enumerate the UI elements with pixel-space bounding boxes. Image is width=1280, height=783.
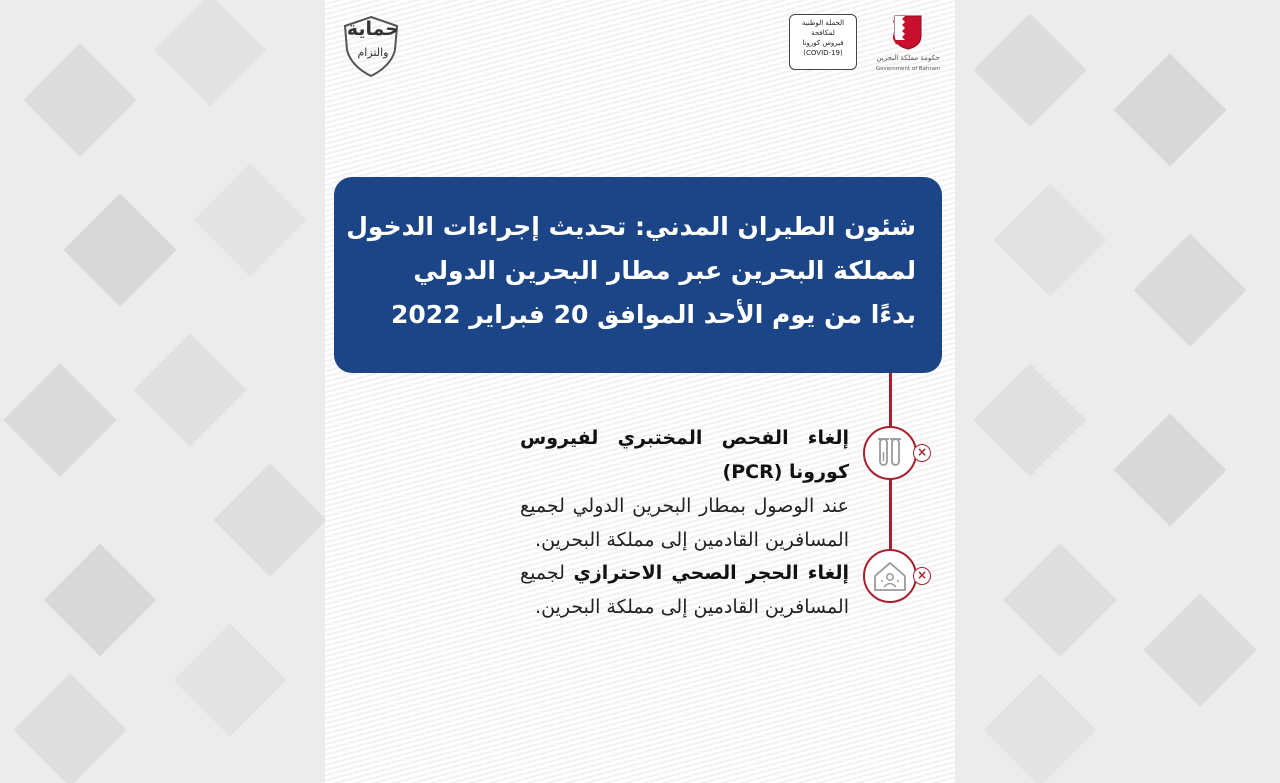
bg-diamond — [213, 463, 326, 576]
bg-diamond — [1003, 543, 1116, 656]
title-line-3: بدءًا من يوم الأحد الموافق 20 فبراير 2022 — [390, 300, 916, 329]
bg-diamond — [973, 13, 1086, 126]
bg-diamond — [1113, 413, 1226, 526]
bg-diamond — [993, 183, 1106, 296]
announcement-title-box — [334, 177, 942, 373]
covid-campaign-logo — [789, 14, 857, 70]
covid-logo-line: فيروس كورونا — [802, 39, 844, 47]
government-logo-arabic: حكومة مملكة البحرين — [876, 54, 940, 62]
pcr-test-circle — [863, 426, 917, 480]
bahrain-emblem-icon — [893, 14, 923, 50]
bg-diamond — [983, 673, 1096, 783]
title-line-1: شئون الطيران المدني: تحديث إجراءات الدخول — [346, 212, 916, 241]
bg-diamond — [1133, 233, 1246, 346]
bg-diamond — [973, 363, 1086, 476]
himaya-logo-title: حماية — [346, 18, 400, 40]
announcement-card — [325, 0, 955, 783]
government-logo-english: Government of Bahrain — [875, 66, 941, 72]
himaya-logo — [339, 14, 403, 78]
cancel-x-icon: × — [913, 567, 931, 585]
bg-diamond — [173, 623, 286, 736]
bg-diamond — [1113, 53, 1226, 166]
pcr-cancellation-item — [520, 421, 849, 557]
bg-diamond — [193, 163, 306, 276]
bg-diamond — [133, 333, 246, 446]
government-logo — [873, 14, 943, 78]
home-quarantine-icon — [865, 551, 915, 601]
bg-diamond — [13, 673, 126, 783]
quarantine-item-body: لجميع المسافرين القادمين إلى مملكة البحرين. — [520, 562, 849, 618]
bg-diamond — [153, 0, 266, 107]
title-line-2: لمملكة البحرين عبر مطار البحرين الدولي — [413, 256, 916, 285]
bg-diamond — [43, 543, 156, 656]
quarantine-cancellation-item — [520, 556, 849, 624]
test-tube-icon — [865, 428, 915, 478]
himaya-logo-subtitle: والتزام — [357, 46, 389, 59]
covid-logo-line: (COVID-19) — [803, 49, 843, 57]
pcr-item-heading: إلغاء الفحص المختبري لفيروس كورونا (PCR) — [520, 427, 849, 483]
bg-diamond — [1143, 593, 1256, 706]
bg-diamond — [3, 363, 116, 476]
covid-logo-line: الحملة الوطنية — [801, 19, 845, 27]
quarantine-circle — [863, 549, 917, 603]
pcr-item-body: عند الوصول بمطار البحرين الدولي لجميع المسافرين القادمين إلى مملكة البحرين. — [520, 495, 849, 551]
bg-diamond — [23, 43, 136, 156]
quarantine-item-heading: إلغاء الحجر الصحي الاحترازي — [573, 562, 849, 584]
cancel-x-icon: × — [913, 444, 931, 462]
covid-logo-line: لمكافحة — [811, 29, 835, 37]
bg-diamond — [63, 193, 176, 306]
